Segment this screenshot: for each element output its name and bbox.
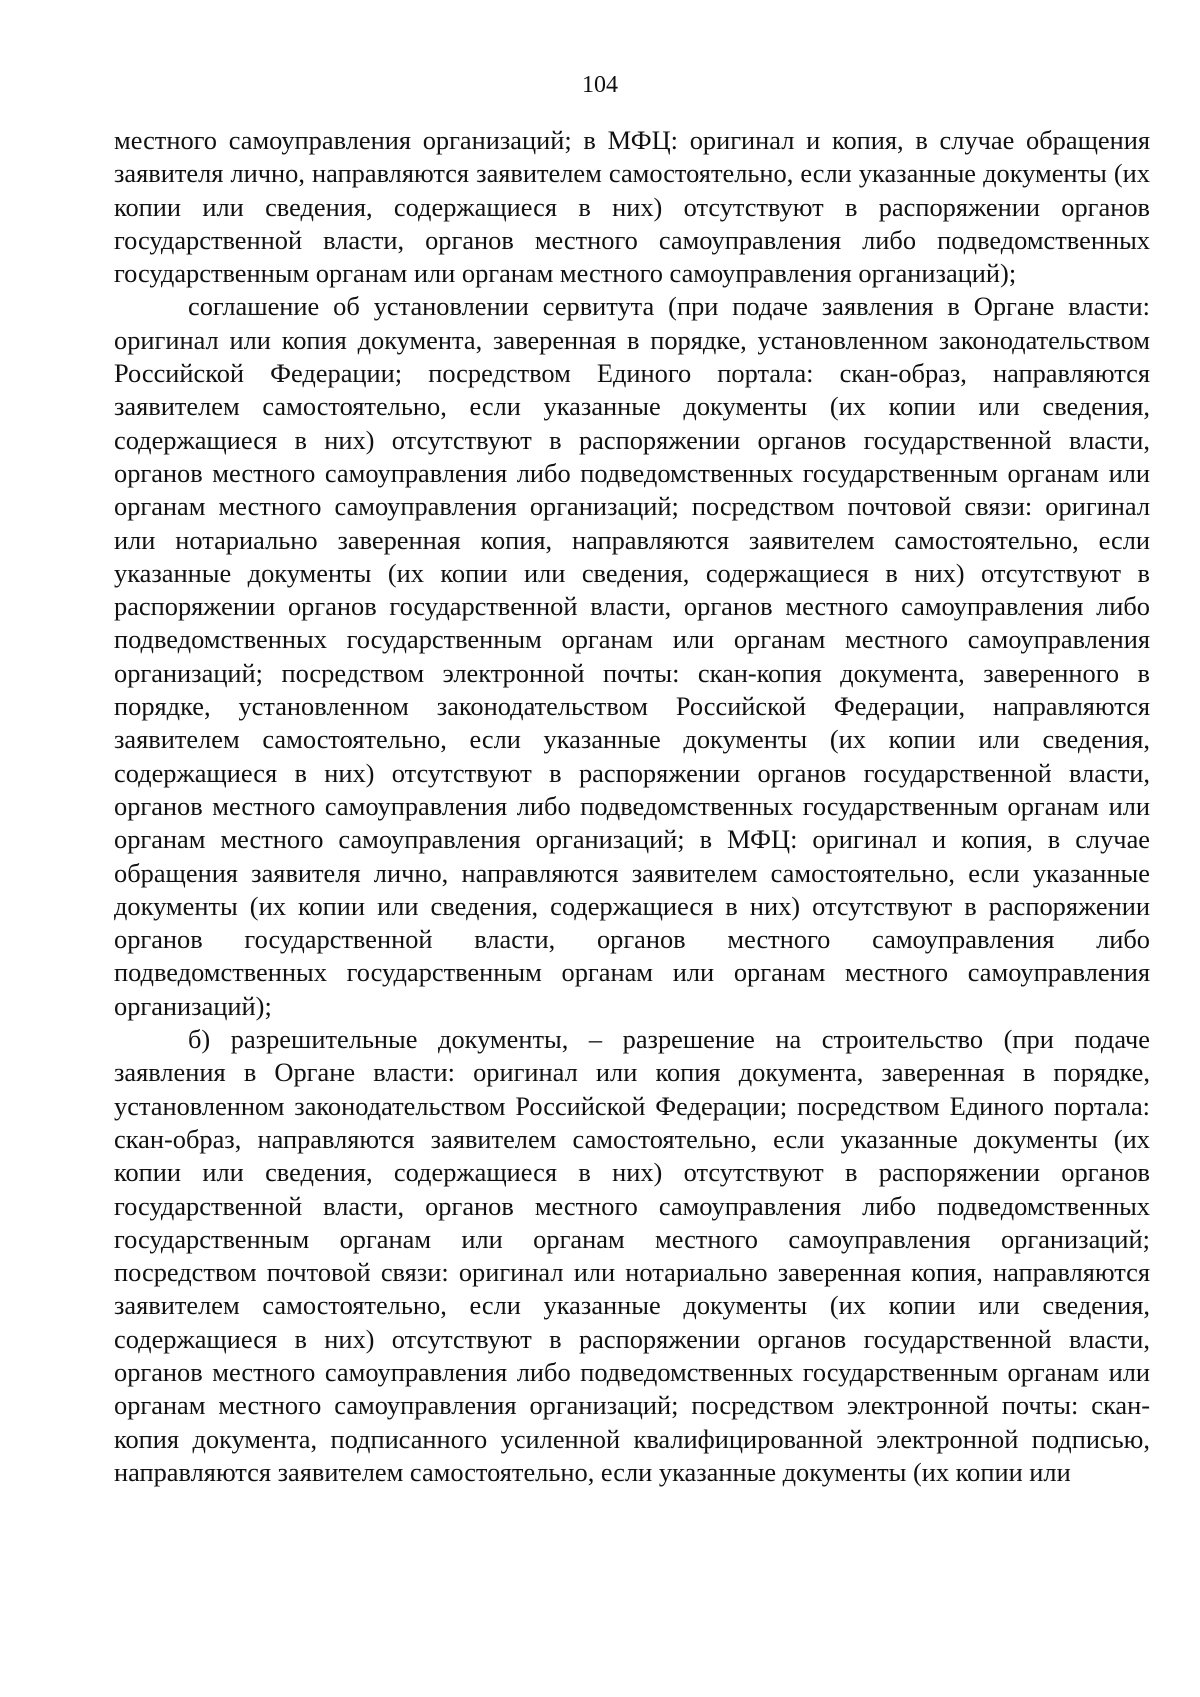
paragraph-servitude-agreement: соглашение об установлении сервитута (при подаче заявления в Органе власти: оригинал или копия документа, заверенная в порядке, установленном законодательством Российской Федерации; посредством Единого портала: скан-образ, направляются заявителем самостоятельно, если указанные документы (их копии или сведения, содержащиеся в них) отсутствуют в распоряжении органов государственной власти, органов местного самоуправления либо подведомственных государственным органам или органам местного самоуправления организаций; посредством почтовой связи: оригинал или нотариально заверенная копия, направляются заявителем самостоятельно, если указанные документы (их копии или сведения, содержащиеся в них) отсутствуют в распоряжении органов государственной власти, органов местного самоуправления либо подведомственных государственным органам или органам местного самоуправления организаций; посредством электронной почты: скан-копия документа, заверенного в порядке, установленном законодательством Российской Федерации, направляются заявителем самостоятельно, если указанные документы (их копии или сведения, содержащиеся в них) отсутствуют в распоряжении органов государственной власти, органов местного самоуправления либо подведомственных государственным органам или органам местного самоуправления организаций; в МФЦ: оригинал и копия, в случае обращения заявителя лично, направляются заявителем самостоятельно, если указанные документы (их копии или сведения, содержащиеся в них) отсутствуют в распоряжении органов государственной власти, органов местного самоуправления либо подведомственных государственным органам или органам местного самоуправления организаций); (114, 291, 1150, 1021)
document-body (114, 124, 1150, 1489)
page-number: 104 (582, 72, 618, 98)
paragraph-continuation: местного самоуправления организаций; в МФЦ: оригинал и копия, в случае обращения заявителя лично, направляются заявителем самостоятельно, если указанные документы (их копии или сведения, содержащиеся в них) отсутствуют в распоряжении органов государственной власти, органов местного самоуправления либо подведомственных государственным органам или органам местного самоуправления организаций); (114, 125, 1150, 289)
paragraph-permits: б) разрешительные документы, – разрешение на строительство (при подаче заявления в Органе власти: оригинал или копия документа, заверенная в порядке, установленном законодательством Российской Федерации; посредством Единого портала: скан-образ, направляются заявителем самостоятельно, если указанные документы (их копии или сведения, содержащиеся в них) отсутствуют в распоряжении органов государственной власти, органов местного самоуправления либо подведомственных государственным органам или органам местного самоуправления организаций; посредством почтовой связи: оригинал или нотариально заверенная копия, направляются заявителем самостоятельно, если указанные документы (их копии или сведения, содержащиеся в них) отсутствуют в распоряжении органов государственной власти, органов местного самоуправления либо подведомственных государственным органам или органам местного самоуправления организаций; посредством электронной почты: скан-копия документа, подписанного усиленной квалифицированной электронной подписью, направляются заявителем самостоятельно, если указанные документы (их копии или (114, 1024, 1150, 1487)
